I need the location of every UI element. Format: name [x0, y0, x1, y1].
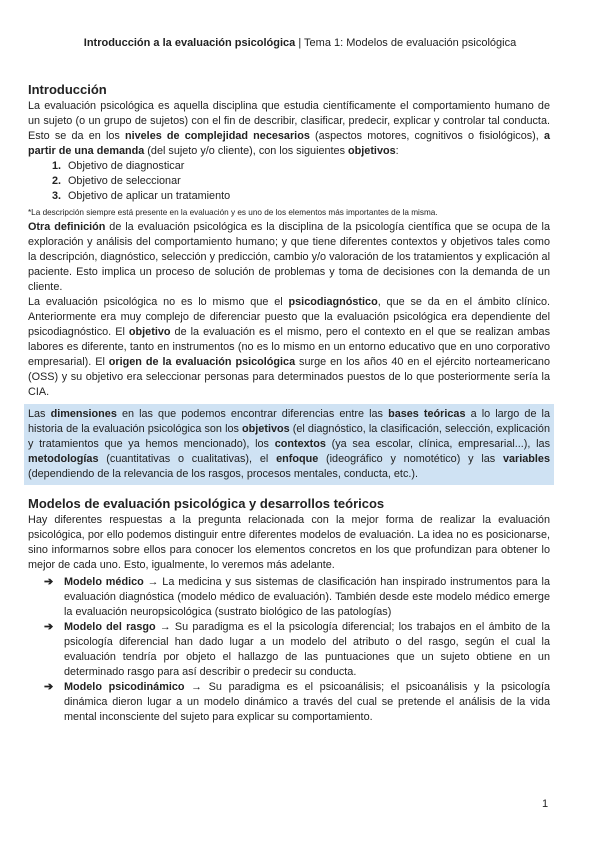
intro-paragraph-1 [28, 99, 550, 159]
text-run: : [395, 145, 399, 157]
page-number: 1 [542, 798, 549, 810]
objective-item: 3. Objetivo de aplicar un tratamiento [64, 189, 550, 204]
bold-term: origen de la evaluación psicológica [108, 356, 296, 368]
bold-term: bases teóricas [388, 408, 466, 420]
objectives-list [28, 159, 550, 204]
dimensions-callout [24, 404, 554, 485]
text-run: (ideográfico y nomotético) y las [318, 453, 503, 465]
model-name: Modelo del rasgo [64, 621, 156, 633]
text-run: de la evaluación es el mismo, pero el contexto en el que se realizan ambas labores es diferente, tanto en instrumentos (no es lo mismo en un entorno educativo que en uno corporativo empresarial). El [28, 326, 551, 368]
text-run: (el diagnóstico, la clasificación, selección, explicación y tratamientos que ya hemos mencionado), los [28, 423, 550, 450]
text-run: (aspectos motores, cognitivos o fisiológicos), [309, 130, 544, 142]
text-run: a lo largo de la historia de la evaluación psicológica son los [28, 408, 550, 435]
model-name: Modelo médico [64, 576, 144, 588]
model-description: → Su paradigma es el psicoanálisis; el psicoanálisis y la psicología dinámica dieron lugar a un modelo dinámico a través del cual se pretende el análisis de la vida mental inconsciente del sujeto para explicar su comportamiento. [64, 681, 550, 723]
bold-term: a partir de una demanda [28, 130, 551, 157]
model-item [28, 680, 550, 725]
model-description: → La medicina y sus sistemas de clasificación han inspirado instrumentos para la evaluación diagnóstica (modelo médico de evaluación). También desde este modelo médico emerge la evaluación neuropsicológica (sustrato biológico de las patologías) [64, 576, 550, 618]
bold-term: objetivos [348, 145, 396, 157]
bold-term: objetivos [242, 423, 290, 435]
text-run: surge en los años 40 en el ejército norteamericano (OSS) y su objetivo era seleccionar personas para determinados puestos de lo que posteriormente sería la CIA. [28, 356, 550, 398]
text-run: (del sujeto y/o cliente), con los siguientes [144, 145, 349, 157]
arrow-bullet-icon: ➔ [44, 681, 54, 693]
models-intro: Hay diferentes respuestas a la pregunta relacionada con la mejor forma de realizar la evaluación psicológica, por ello podemos distinguir entre diferentes modelos de evaluación. La idea no es posicionarse, sino informarnos sobre ellos para conocer los elementos concretos en los que profundizan para obtener lo mejor de cada uno. Esto, igualmente, lo veremos más adelante. [28, 514, 550, 571]
bold-term: dimensiones [50, 408, 117, 420]
text-run: , que se da en el ámbito clínico. Anteriormente era muy complejo de diferenciar puesto que la evaluación psicológica era dependiente del psicodiagnóstico. El [28, 296, 550, 338]
intro-heading: Introducción [28, 82, 107, 97]
text-run: en las que podemos encontrar diferencias entre las [116, 408, 389, 420]
header-subtitle: Tema 1: Modelos de evaluación psicológica [304, 37, 517, 49]
text-run: (cuantitativas o cualitativas), el [98, 453, 277, 465]
page-content [28, 82, 550, 725]
page-header [0, 37, 600, 49]
bold-term: niveles de complejidad necesarios [124, 130, 310, 142]
models-heading: Modelos de evaluación psicológica y desarrollos teóricos [28, 496, 385, 511]
bold-term: metodologías [28, 453, 99, 465]
text-run: La evaluación psicológica es aquella disciplina que estudia científicamente el comportamiento humano de un sujeto (o un grupo de sujetos) con el fin de describir, clasificar, predecir, explicar y controlar tal conducta. Esto se da en los [28, 100, 550, 142]
bold-term: Otra definición [28, 221, 106, 233]
models-list [28, 575, 550, 725]
model-name: Modelo psicodinámico [64, 681, 185, 693]
objective-item: 2. Objetivo de seleccionar [64, 174, 550, 189]
bold-term: contextos [274, 438, 326, 450]
model-description: → Su paradigma es el la psicología diferencial; los trabajos en el ámbito de la psicología diferencial han dado lugar a un modelo del atributo o del rasgo, según el cual la evaluación tendría por objeto el hallazgo de las puntuaciones que un sujeto obtiene en un determinado rasgo para así describir o predecir su conducta. [64, 621, 550, 678]
text-run: Las [28, 408, 51, 420]
bold-term: enfoque [276, 453, 319, 465]
model-item [28, 620, 550, 680]
text-run: de la evaluación psicológica es la disciplina de la psicología científica que se ocupa de la exploración y análisis del comportamiento humano; y que tiene diferentes contextos y objetivos tales como la descripción, diagnóstico, selección y predicción, cambio y/o valoración de los tratamientos y explicación al paciente. Esto implica un proceso de solución de problemas y toma de decisiones con la demanda de un cliente. [28, 221, 550, 293]
intro-paragraph-2 [28, 220, 550, 295]
text-run: (dependiendo de la relevancia de los rasgos, procesos mentales, conducta, etc.). [28, 468, 419, 480]
footnote: *La descripción siempre está presente en la evaluación y es uno de los elementos más importantes de la misma. [28, 208, 438, 217]
arrow-bullet-icon: ➔ [44, 621, 54, 633]
model-item [28, 575, 550, 620]
header-title: Introducción a la evaluación psicológica [83, 37, 296, 49]
text-run: La evaluación psicológica no es lo mismo que el [28, 296, 289, 308]
bold-term: psicodiagnóstico [288, 296, 378, 308]
bold-term: objetivo [128, 326, 171, 338]
objective-item: 1. Objetivo de diagnosticar [64, 159, 550, 174]
intro-paragraph-3 [28, 295, 550, 400]
arrow-bullet-icon: ➔ [44, 576, 54, 588]
text-run: (ya sea escolar, clínica, empresarial...), las [325, 438, 550, 450]
header-separator: | [295, 37, 305, 49]
bold-term: variables [502, 453, 550, 465]
